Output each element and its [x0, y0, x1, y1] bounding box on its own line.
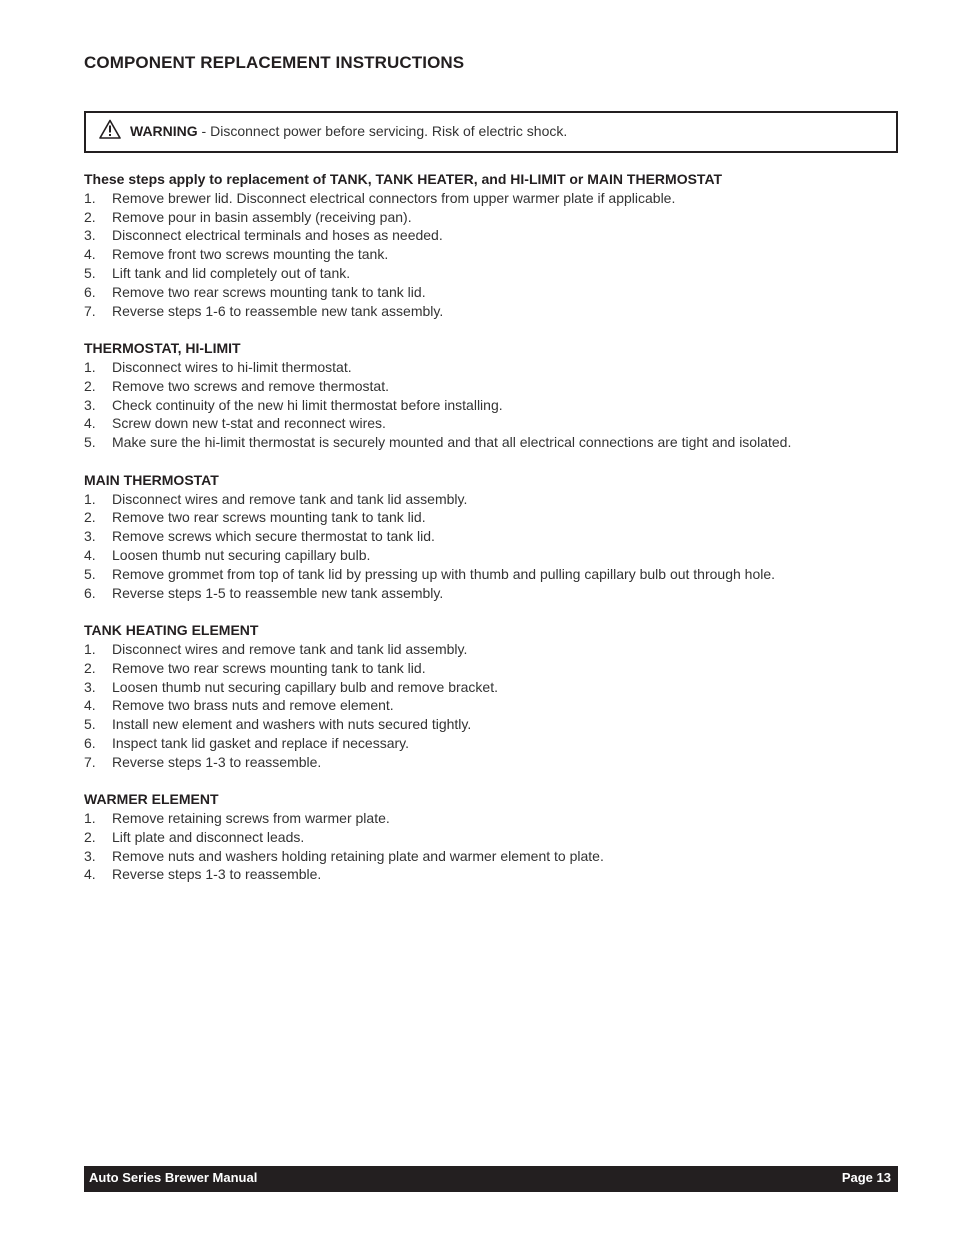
step-item: [84, 264, 884, 283]
step-number: 4.: [84, 697, 96, 714]
page-title: COMPONENT REPLACEMENT INSTRUCTIONS: [84, 53, 465, 72]
step-number: 1.: [84, 810, 96, 827]
step-text: Check continuity of the new hi limit thermostat before installing.: [112, 396, 503, 413]
step-item: [84, 809, 884, 828]
step-number: 1.: [84, 358, 96, 375]
step-text: Disconnect electrical terminals and hoses as needed.: [112, 227, 443, 244]
step-item: [84, 396, 884, 415]
step-text: Remove screws which secure thermostat to tank lid.: [112, 528, 435, 545]
step-number: 6.: [84, 584, 96, 601]
step-text: Loosen thumb nut securing capillary bulb and remove bracket.: [112, 678, 498, 695]
step-text: Remove two rear screws mounting tank to tank lid.: [112, 509, 426, 526]
step-list: [84, 358, 884, 452]
step-item: [84, 283, 884, 302]
step-item: [84, 659, 884, 678]
step-list: [84, 189, 884, 321]
step-number: 4.: [84, 546, 96, 563]
warning-triangle-icon: [99, 119, 121, 139]
step-number: 4.: [84, 246, 96, 263]
step-text: Make sure the hi-limit thermostat is securely mounted and that all electrical connections are tight and isolated.: [112, 434, 792, 451]
step-item: [84, 414, 884, 433]
step-number: 3.: [84, 528, 96, 545]
instruction-section: [84, 790, 884, 884]
step-text: Remove brewer lid. Disconnect electrical connectors from upper warmer plate if applicable.: [112, 189, 676, 206]
step-number: 5.: [84, 264, 96, 281]
step-item: [84, 527, 884, 546]
step-number: 2.: [84, 377, 96, 394]
step-item: [84, 302, 884, 321]
warning-label: WARNING: [130, 123, 198, 139]
instruction-section: [84, 170, 884, 320]
step-text: Disconnect wires and remove tank and tank lid assembly.: [112, 490, 468, 507]
step-item: [84, 696, 884, 715]
step-number: 5.: [84, 565, 96, 582]
step-item: [84, 358, 884, 377]
step-text: Reverse steps 1-5 to reassemble new tank assembly.: [112, 584, 444, 601]
section-heading: WARMER ELEMENT: [84, 791, 219, 808]
step-number: 2.: [84, 659, 96, 676]
step-text: Remove two brass nuts and remove element.: [112, 697, 394, 714]
step-item: [84, 377, 884, 396]
step-text: Remove pour in basin assembly (receiving pan).: [112, 208, 412, 225]
step-list: [84, 640, 884, 772]
step-item: [84, 208, 884, 227]
step-number: 2.: [84, 208, 96, 225]
instruction-section: [84, 339, 884, 452]
step-number: 3.: [84, 227, 96, 244]
step-text: Disconnect wires to hi-limit thermostat.: [112, 358, 352, 375]
step-number: 2.: [84, 509, 96, 526]
step-item: [84, 584, 884, 603]
footer-manual-title: Auto Series Brewer Manual: [89, 1170, 258, 1185]
step-item: [84, 828, 884, 847]
section-heading: TANK HEATING ELEMENT: [84, 622, 259, 639]
step-number: 7.: [84, 753, 96, 770]
step-text: Screw down new t-stat and reconnect wires.: [112, 415, 386, 432]
step-text: Reverse steps 1-3 to reassemble.: [112, 866, 322, 883]
step-list: [84, 809, 884, 884]
step-number: 7.: [84, 302, 96, 319]
step-item: [84, 245, 884, 264]
instruction-section: [84, 621, 884, 771]
step-item: [84, 226, 884, 245]
step-text: Remove two screws and remove thermostat.: [112, 377, 389, 394]
step-item: [84, 490, 884, 509]
step-number: 3.: [84, 847, 96, 864]
step-item: [84, 865, 884, 884]
step-text: Remove two rear screws mounting tank to tank lid.: [112, 659, 426, 676]
section-heading: THERMOSTAT, HI-LIMIT: [84, 340, 241, 357]
page-footer: [84, 1166, 898, 1192]
step-item: [84, 433, 884, 452]
step-number: 2.: [84, 828, 96, 845]
step-item: [84, 508, 884, 527]
step-number: 6.: [84, 734, 96, 751]
step-item: [84, 565, 884, 584]
instruction-section: [84, 471, 884, 603]
step-number: 4.: [84, 866, 96, 883]
step-list: [84, 490, 884, 603]
step-item: [84, 678, 884, 697]
step-text: Remove two rear screws mounting tank to tank lid.: [112, 283, 426, 300]
step-item: [84, 546, 884, 565]
step-item: [84, 189, 884, 208]
step-text: Remove front two screws mounting the tank.: [112, 246, 389, 263]
step-number: 6.: [84, 283, 96, 300]
step-text: Remove grommet from top of tank lid by pressing up with thumb and pulling capillary bulb out through hole.: [112, 565, 776, 582]
step-item: [84, 847, 884, 866]
step-item: [84, 715, 884, 734]
step-item: [84, 734, 884, 753]
step-text: Disconnect wires and remove tank and tank lid assembly.: [112, 640, 468, 657]
step-text: Reverse steps 1-6 to reassemble new tank assembly.: [112, 302, 444, 319]
warning-text: - Disconnect power before servicing. Risk of electric shock.: [197, 123, 568, 139]
step-text: Reverse steps 1-3 to reassemble.: [112, 753, 322, 770]
step-text: Lift tank and lid completely out of tank.: [112, 264, 351, 281]
warning-box: [84, 111, 898, 153]
instructions-content: [84, 170, 884, 903]
step-text: Lift plate and disconnect leads.: [112, 828, 305, 845]
step-number: 3.: [84, 396, 96, 413]
step-item: [84, 640, 884, 659]
step-number: 4.: [84, 415, 96, 432]
step-number: 5.: [84, 434, 96, 451]
warning-message: [130, 123, 567, 139]
section-heading: MAIN THERMOSTAT: [84, 471, 219, 488]
step-number: 1.: [84, 640, 96, 657]
step-text: Inspect tank lid gasket and replace if necessary.: [112, 734, 410, 751]
footer-page-number: Page 13: [841, 1170, 891, 1185]
step-item: [84, 753, 884, 772]
step-number: 1.: [84, 490, 96, 507]
step-number: 5.: [84, 716, 96, 733]
step-text: Loosen thumb nut securing capillary bulb.: [112, 546, 371, 563]
section-heading: These steps apply to replacement of TANK, TANK HEATER, and HI-LIMIT or MAIN THERMOSTAT: [84, 171, 723, 187]
step-number: 3.: [84, 678, 96, 695]
step-text: Install new element and washers with nuts secured tightly.: [112, 716, 472, 733]
step-text: Remove nuts and washers holding retaining plate and warmer element to plate.: [112, 847, 604, 864]
step-number: 1.: [84, 189, 96, 206]
step-text: Remove retaining screws from warmer plate.: [112, 810, 390, 827]
